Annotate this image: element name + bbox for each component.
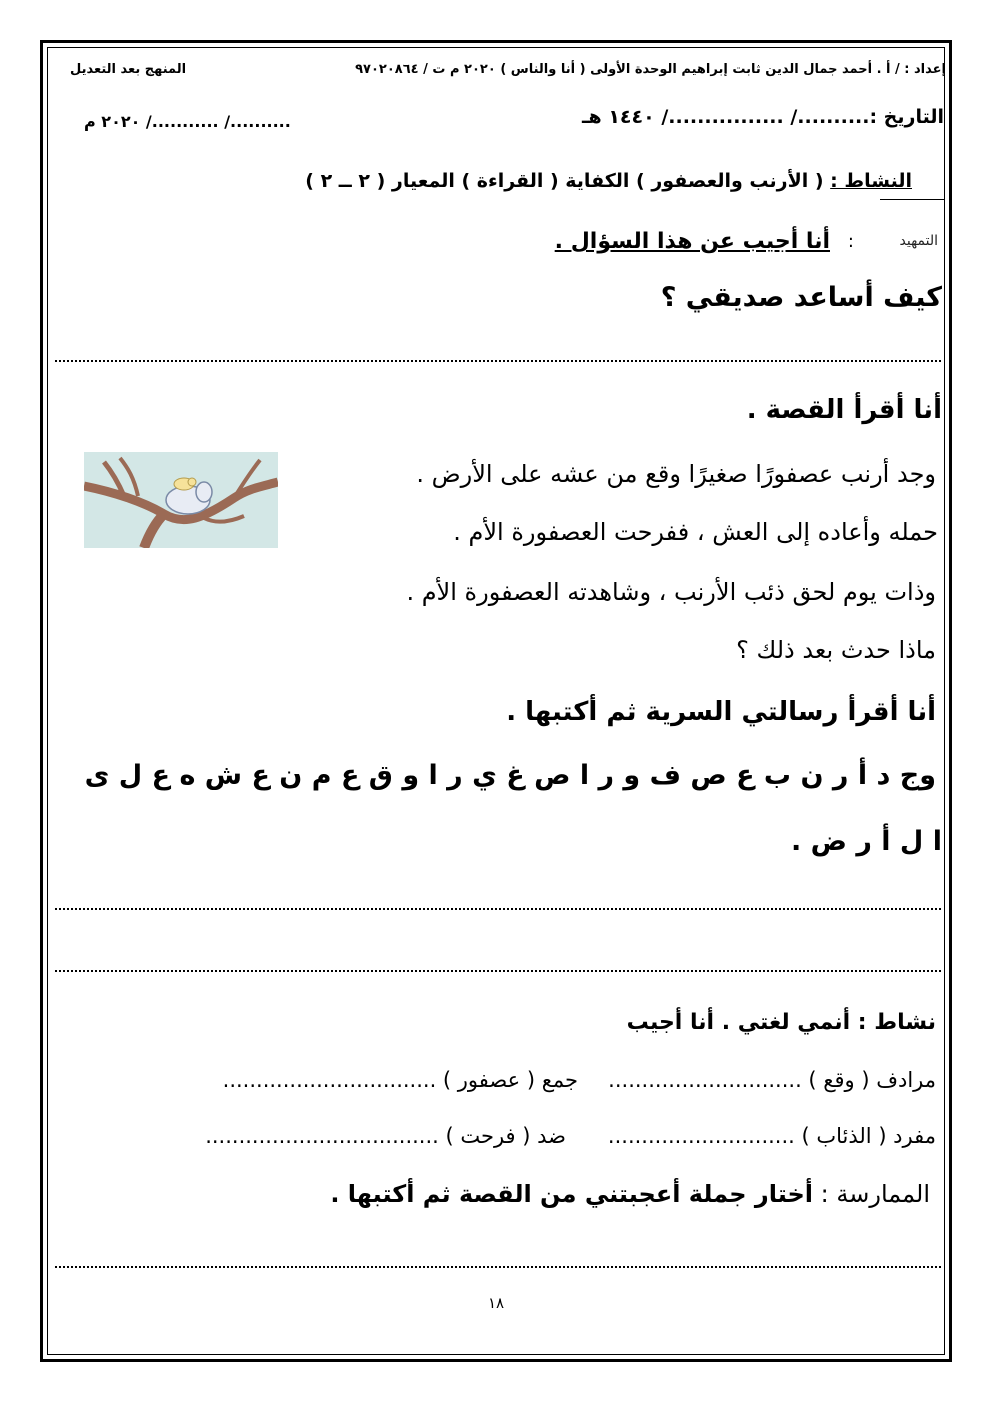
vocab-plural: جمع ( عصفور ) ................................: [222, 1068, 578, 1092]
answer-line-1: [55, 360, 941, 362]
practice-line: [330, 1180, 930, 1208]
vocab-synonym: مرادف ( وقع ) .............................: [608, 1068, 936, 1092]
story-line-4: ماذا حدث بعد ذلك ؟: [736, 636, 936, 664]
answer-line-4: [55, 1266, 941, 1268]
story-line-1: وجد أرنب عصفورًا صغيرًا وقع من عشه على الأرض .: [416, 460, 936, 488]
intro-text: أنا أجيب عن هذا السؤال .: [554, 229, 830, 254]
date-hijri: التاريخ :........../ ................/ ١٤٤٠ هـ: [582, 106, 944, 128]
activity-underline: [880, 199, 944, 200]
activity-line: [305, 170, 912, 192]
vocab-heading: نشاط : أنمي لغتي . أنا أجيب: [626, 1010, 936, 1035]
story-line-3: وذات يوم لحق ذئب الأرنب ، وشاهدته العصفورة الأم .: [406, 578, 936, 606]
rabbit-bird-tree-icon: [84, 452, 278, 548]
author-line: إعداد : / أ . أحمد جمال الدين ثابت إبراهيم الوحدة الأولى ( أنا والناس ) ٢٠٢٠ م ت / ٩٧٠٢٠٨٦٤: [355, 62, 946, 77]
practice-label: الممارسة :: [820, 1180, 930, 1208]
activity-label: النشاط :: [830, 170, 912, 192]
practice-text: أختار جملة أعجبتني من القصة ثم أكتبها .: [330, 1180, 814, 1208]
question: كيف أساعد صديقي ؟: [660, 282, 942, 313]
activity-text: ( الأرنب والعصفور ) الكفاية ( القراءة ) المعيار ( ٢ ــ ٢ ): [305, 170, 824, 192]
secret-message-line-1: وج د أ ر ن ب ع ص ف و ر ا ص غ ي ر ا و ق ع م ن ع ش ه ع ل ى: [84, 760, 936, 791]
page-number: ١٨: [488, 1294, 505, 1312]
curriculum-note: المنهج بعد التعديل: [70, 62, 187, 77]
answer-line-3: [55, 970, 941, 972]
read-story-heading: أنا أقرأ القصة .: [746, 395, 942, 425]
vocab-singular: مفرد ( الذئاب ) ............................: [607, 1124, 936, 1148]
answer-line-2: [55, 908, 941, 910]
secret-message-heading: أنا أقرأ رسالتي السرية ثم أكتبها .: [506, 697, 936, 727]
secret-message-line-2: ا ل أ ر ض .: [790, 826, 942, 857]
vocab-opposite: ضد ( فرحت ) ...................................: [205, 1124, 566, 1148]
story-line-2: حمله وأعاده إلى العش ، ففرحت العصفورة الأم .: [453, 518, 938, 546]
intro-colon: :: [847, 231, 854, 252]
date-gregorian: ........../ .........../ ٢٠٢٠ م: [84, 112, 291, 131]
intro-label: التمهيد: [899, 233, 938, 249]
